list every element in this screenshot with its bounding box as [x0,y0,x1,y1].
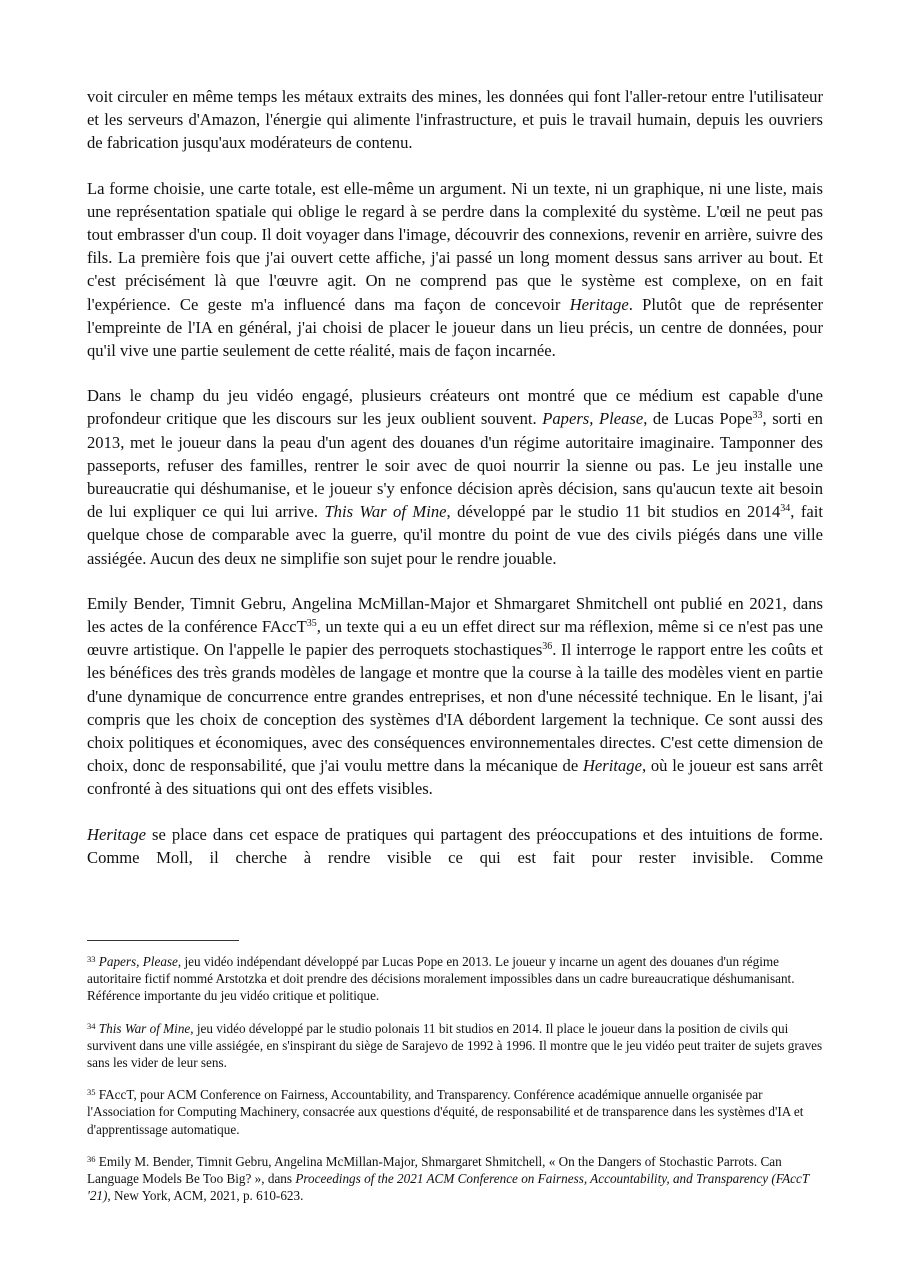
text-run: , jeu vidéo développé par le studio polonais 11 bit studios en 2014. Il place le joueur dans la position de civils qui survivent dans une ville assiégée, en s'inspirant du siège de Sarajevo de 1992 à 1996. Il montre que le jeu vidéo peut traiter de sujets graves sans les vider de leur sens. [87,1020,823,1071]
italic-title: Proceedings of the 2021 ACM Conference on Fairness, Accountability, and Transparency (FAccT '21) [87,1171,809,1204]
text-run: . Il interroge le rapport entre les coûts et les bénéfices des très grands modèles de langage et montre que la course à la taille des modèles vient en partie d'une dynamique de concurrence entre grandes entreprises, et non d'une nécessité technique. En le lisant, j'ai compris que les choix de conception des systèmes d'IA débordent largement la technique. Ce sont aussi des choix politiques et économiques, avec des conséquences environnementales directes. C'est cette dimension de choix, donc de responsabilité, que j'ai voulu mettre dans la mécanique de [87,640,823,776]
footnote-reference: 36 [542,641,553,653]
text-run: , un texte qui a eu un effet direct sur ma réflexion, même si ce n'est pas une œuvre artistique. On l'appelle le papier des perroquets stochastiques [87,617,823,660]
italic-title: Papers, Please [98,954,178,969]
paragraph [87,592,823,801]
text-run: Emily Bender, Timnit Gebru, Angelina McMillan-Major et Shmargaret Shmitchell ont publié en 2021, dans les actes de la conférence FAccT [87,593,823,637]
footnote-reference: 33 [752,410,763,422]
text-run: . Plutôt que de représenter l'empreinte de l'IA en général, j'ai choisi de placer le joueur dans un lieu précis, un centre de données, pour qu'il vive une partie seulement de cette réalité, mais de façon incarnée. [87,294,824,361]
footnote-separator [87,940,239,941]
paragraph [87,384,823,570]
text-run: FAccT, pour ACM Conference on Fairness, Accountability, and Transparency. Conférence académique annuelle organisée par l'Association for Computing Machinery, consacrée aux questions d'équité, de responsabilité et de transparence dans les systèmes d'IA et d'apprentissage automatique. [87,1087,804,1137]
italic-title: This War of Mine [324,502,447,522]
footnote-number: 35 [87,1087,96,1098]
italic-title: Papers, Please [542,409,644,429]
text-run: , où le joueur est sans arrêt confronté à des situations qui ont des effets visibles. [87,756,823,799]
text-run: Dans le champ du jeu vidéo engagé, plusieurs créateurs ont montré que ce médium est capable d'une profondeur critique que les discours sur les jeux oublient souvent. [87,386,823,429]
text-run: se place dans cet espace de pratiques qui partagent des préoccupations et des intuitions de forme. Comme Moll, il cherche à rendre visible ce qui est fait pour rester invisible. Comme [87,824,823,867]
footnote [87,1020,823,1072]
text-run: , sorti en 2013, met le joueur dans la peau d'un agent des douanes d'un régime autoritaire imaginaire. Tamponner des passeports, refuser des familles, rentrer le soir avec de quoi nourrir la sienne ou pas. Le jeu installe une bureaucratie qui déshumanise, et le joueur s'y enfonce décision après décision, sans qu'aucun texte ait besoin de lui expliquer ce qui lui arrive. [87,409,823,522]
paragraph [87,823,823,869]
italic-title: Heritage [87,824,146,844]
text-run: voit circuler en même temps les métaux extraits des mines, les données qui font l'aller-retour entre l'utilisateur et les serveurs d'Amazon, l'énergie qui alimente l'infrastructure, et puis le travail humain, depuis les ouvriers de fabrication jusqu'aux modérateurs de contenu. [87,87,823,153]
footnote [87,953,823,1005]
paragraph [87,177,823,363]
footnote-number: 33 [87,954,96,964]
italic-title: Heritage [582,756,642,776]
paragraph [87,85,823,155]
footnote-number: 36 [87,1153,96,1164]
italic-title: Heritage [569,294,629,314]
italic-title: This War of Mine [98,1020,191,1036]
footnote-reference: 34 [780,503,791,515]
footnotes [87,953,823,1219]
text-run: La forme choisie, une carte totale, est elle-même un argument. Ni un texte, ni un graphique, ni une liste, mais une représentation spatiale qui oblige le regard à se perdre dans la complexité du système. L'œil ne peut pas tout embrasser d'un coup. Il doit voyager dans l'image, découvrir des connexions, revenir en arrière, suivre des fils. La première fois que j'ai ouvert cette affiche, j'ai passé un long moment dessus sans arriver au bout. Et c'est précisément là que l'œuvre agit. On ne comprend pas que le système est complexe, on en fait l'expérience. Ce geste m'a influencé dans ma façon de concevoir [87,178,823,314]
text-run: , New York, ACM, 2021, p. 610-623. [107,1188,304,1204]
text-run: , jeu vidéo indépendant développé par Lucas Pope en 2013. Le joueur y incarne un agent des douanes d'un régime autoritaire fictif nommé Arstotzka et doit prendre des décisions moralement impossibles dans un cadre bureaucratique déshumanisant. Référence importante du jeu vidéo critique et politique. [87,954,795,1004]
body-text [87,85,823,891]
footnote-number: 34 [87,1020,96,1031]
text-run: , développé par le studio 11 bit studios en 2014 [446,502,781,522]
text-run: Emily M. Bender, Timnit Gebru, Angelina McMillan-Major, Shmargaret Shmitchell, « On the Dangers of Stochastic Parrots. Can Language Models Be Too Big? », dans [87,1153,782,1187]
footnote [87,1086,823,1138]
text-run: , fait quelque chose de comparable avec la guerre, qu'il montre du point de vue des civils piégés dans une ville assiégée. Aucun des deux ne simplifie son sujet pour le rendre jouable. [87,502,823,568]
footnote-reference: 35 [306,618,317,630]
text-run: , de Lucas Pope [643,409,753,429]
footnote [87,1153,823,1205]
